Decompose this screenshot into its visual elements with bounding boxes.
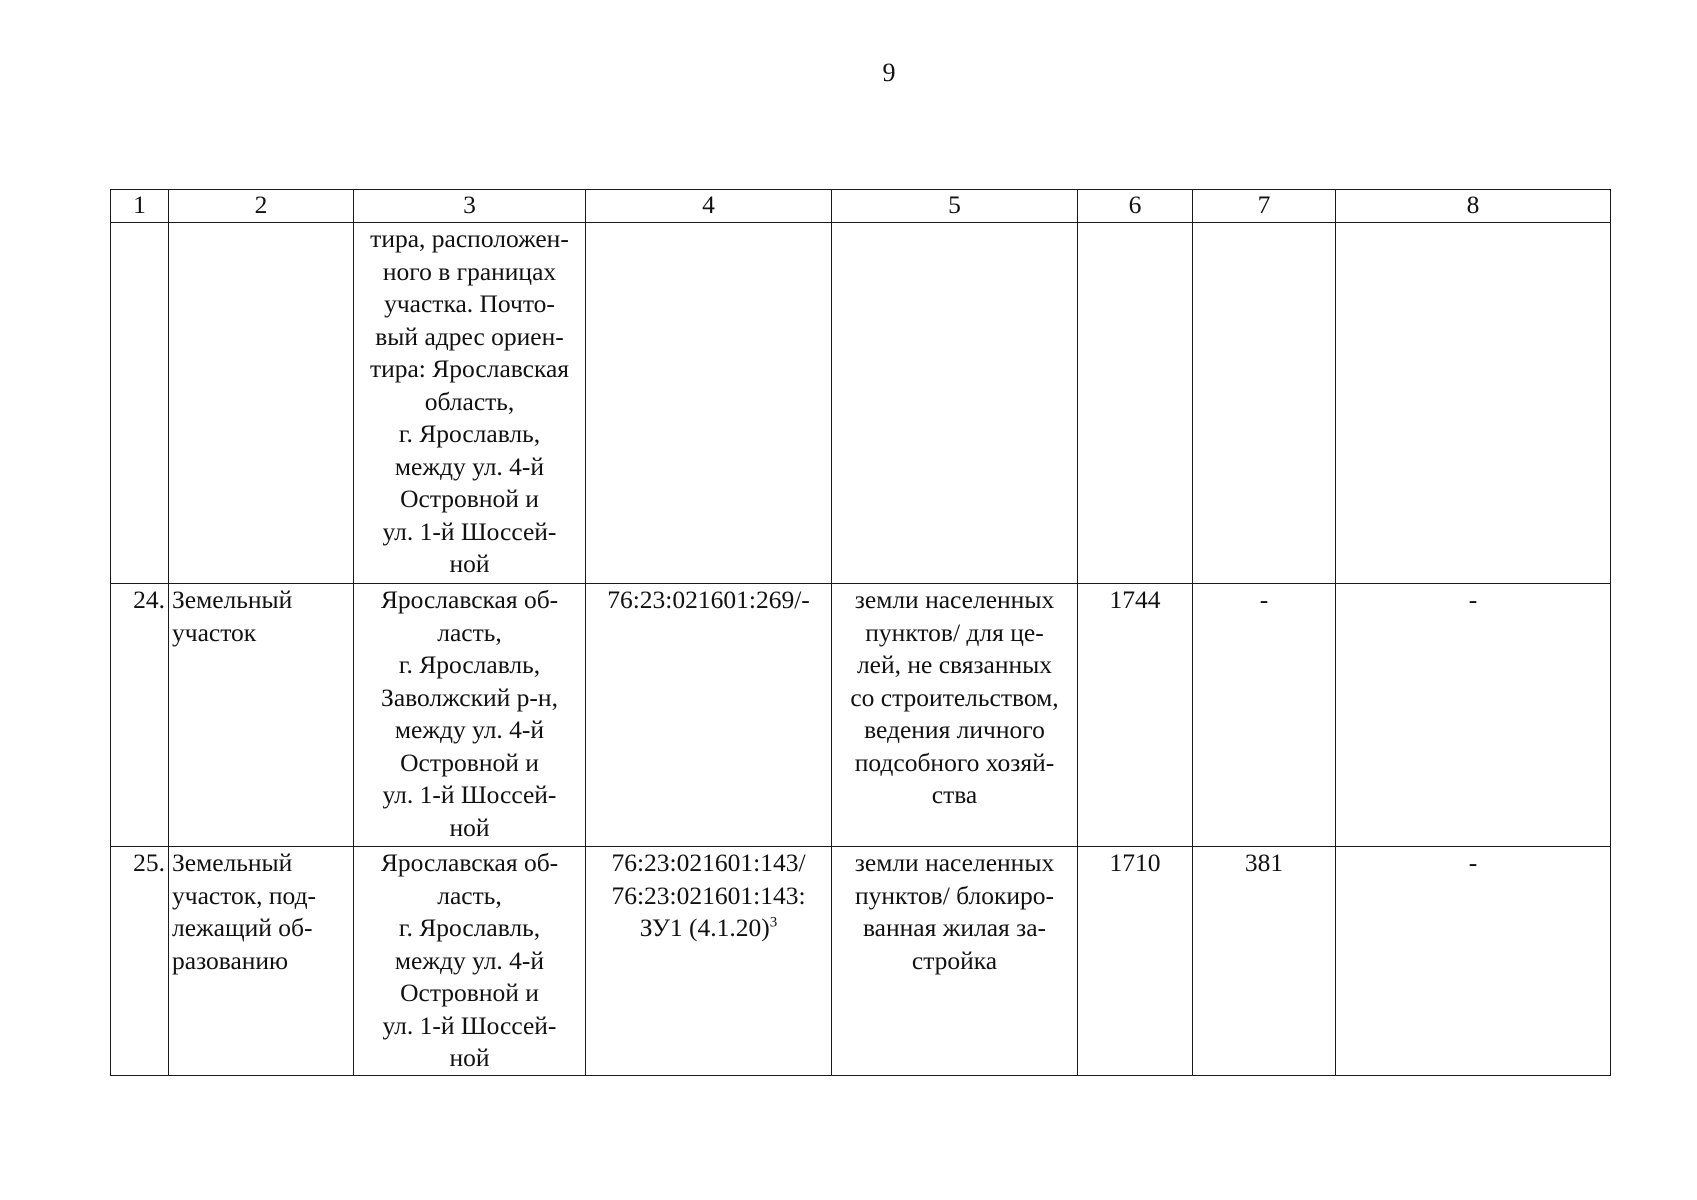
land-category-cell: [832, 223, 1078, 584]
cadastral-number: 76:23:021601:269/-: [607, 585, 810, 614]
column-header-3: 3: [354, 190, 586, 223]
page-number: 9: [882, 58, 896, 87]
area-cell: 1744: [1078, 584, 1193, 847]
table-row: [111, 223, 1611, 584]
row-number-cell: [111, 223, 169, 584]
encumbrance-area-cell: 381: [1193, 847, 1336, 1076]
note-cell: [1336, 223, 1611, 584]
address-cell: Ярославская об- ласть, г. Ярославль, между ул. 4-й Островной и ул. 1-й Шоссей- ной: [354, 847, 586, 1076]
object-name-cell: Земельный участок: [169, 584, 354, 847]
encumbrance-area-cell: -: [1193, 584, 1336, 847]
cadastral-number-cell: [586, 584, 832, 847]
address-cell: тира, расположен- ного в границах участка. Почто- вый адрес ориен- тира: Ярославская область, г. Ярославль, между ул. 4-й Островной и ул. 1-й Шоссей- ной: [354, 223, 586, 584]
column-header-2: 2: [169, 190, 354, 223]
note-cell: -: [1336, 847, 1611, 1076]
column-header-7: 7: [1193, 190, 1336, 223]
cadastral-number-cell: [586, 223, 832, 584]
column-header-4: 4: [586, 190, 832, 223]
column-header-6: 6: [1078, 190, 1193, 223]
row-number-cell: 25.: [111, 847, 169, 1076]
object-name-cell: Земельный участок, под- лежащий об- разованию: [169, 847, 354, 1076]
land-plots-table: [110, 189, 1611, 1076]
area-cell: [1078, 223, 1193, 584]
encumbrance-area-cell: [1193, 223, 1336, 584]
table-row: [111, 847, 1611, 1076]
cadastral-number-cell: [586, 847, 832, 1076]
object-name-cell: [169, 223, 354, 584]
land-category-cell: земли населенных пунктов/ для це- лей, не связанных со строительством, ведения личного подсобного хозяй- ства: [832, 584, 1078, 847]
address-cell: Ярославская об- ласть, г. Ярославль, Заволжский р-н, между ул. 4-й Островной и ул. 1-й Шоссей- ной: [354, 584, 586, 847]
table-row: [111, 584, 1611, 847]
row-number-cell: 24.: [111, 584, 169, 847]
cadastral-number: 76:23:021601:143/ 76:23:021601:143: ЗУ1 (4.1.20): [611, 848, 806, 942]
column-header-5: 5: [832, 190, 1078, 223]
land-category-cell: земли населенных пунктов/ блокиро- ванная жилая за- стройка: [832, 847, 1078, 1076]
column-header-8: 8: [1336, 190, 1611, 223]
column-header-1: 1: [111, 190, 169, 223]
table-header-row: [111, 190, 1611, 223]
note-cell: -: [1336, 584, 1611, 847]
footnote-marker: 3: [769, 914, 778, 931]
area-cell: 1710: [1078, 847, 1193, 1076]
